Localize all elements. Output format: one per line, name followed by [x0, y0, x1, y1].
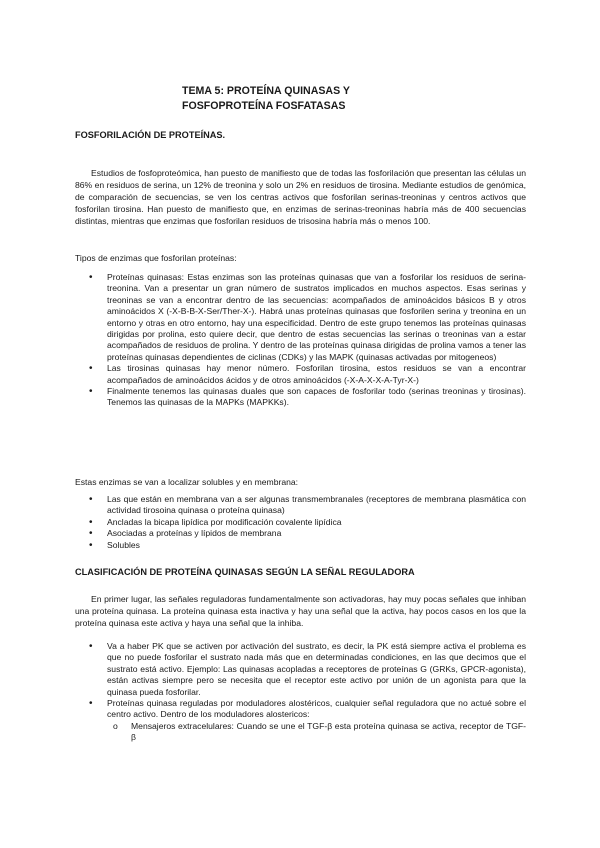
list-item: • Va a haber PK que se activen por activación del sustrato, es decir, la PK está siempre activa el problema es que no puede fosforilar el sustrato nada más que en determinadas condiciones, en las que decimos que el sustrato está activo. Ejemplo: Las quinasas acopladas a receptores de proteínas G (GRKs, GPCR-agonista), están activas siempre pero se necesita que el receptor este activo por unión de un agonista para que la quinasa pueda fosforilar. — [75, 641, 526, 698]
list-item-text: Proteínas quinasa reguladas por moduladores alostéricos, cualquier señal reguladora que no actué sobre el centro activo. Dentro de los moduladores alostericos: — [107, 698, 526, 720]
section-heading-classification: CLASIFICACIÓN DE PROTEÍNA QUINASAS SEGÚN LA SEÑAL REGULADORA — [75, 567, 415, 577]
document-title — [182, 84, 350, 114]
list-item — [75, 698, 526, 744]
list-item: • Finalmente tenemos las quinasas duales que son capaces de fosforilar todo (serinas treoninas y tirosinas). Tenemos las quinasas de la MAPKs (MAPKKs). — [75, 386, 526, 409]
sub-list — [107, 721, 526, 744]
list-item: • Las tirosinas quinasas hay menor número. Fosforilan tirosina, estos residuos se van a encontrar acompañados de aminoácidos ácidos y de otros aminoácidos (-X-A-X-X-A-Tyr-X-) — [75, 363, 526, 386]
list-item: • Asociadas a proteínas y lípidos de membrana — [75, 528, 526, 539]
section-heading-phosphorylation: FOSFORILACIÓN DE PROTEÍNAS. — [75, 130, 226, 140]
classification-intro: En primer lugar, las señales reguladoras fundamentalmente son activadoras, hay muy pocas señales que inhiban una proteína quinasa. La proteína quinasa esta inactiva y hay una señal que la activa, hay pocos casos en los que la proteína quinasa este activa y haya una señal que la inhiba. — [75, 594, 526, 628]
list-item: • Proteínas quinasas: Estas enzimas son las proteínas quinasas que van a fosforilar los residuos de serina-treonina. Van a presentar un gran número de sustratos implicados en muchos aspectos. Esas serinas y treoninas se van a encontrar dentro de las secuencias: acompañados de aminoácidos básicos B y otros aminoácidos X (-X-B-B-X-Ser/Ther-X-). Habrá unas proteínas quinasas que fosforilen serina y treonina en un entorno y otras en otro entorno, hay una especificidad. Dentro de este grupo tenemos las proteínas quinasas dirigidas por prolina, esto quiere decir, que dentro de estas secuencias las serinas o treoninas van a estar acompañados de residuos de prolina. Y dentro de las proteínas quinasa dirigidas de prolina vamos a tener las proteínas quinasas dependientes de ciclinas (CDKs) y las MAPK (quinasas activadas por mitogeneos) — [75, 272, 526, 363]
classification-list — [75, 641, 526, 744]
location-label: Estas enzimas se van a localizar solubles y en membrana: — [75, 477, 299, 487]
location-list — [75, 494, 526, 551]
list-item: • Las que están en membrana van a ser algunas transmembranales (receptores de membrana plasmática con actividad tirosoina quinasa o proteína quinasa) — [75, 494, 526, 517]
enzyme-types-label: Tipos de enzimas que fosforilan proteínas: — [75, 253, 237, 263]
list-item: • Ancladas la bicapa lipídica por modificación covalente lipídica — [75, 517, 526, 528]
intro-paragraph: Estudios de fosfoproteómica, han puesto de manifiesto que de todas las fosforilación que presentan las células un 86% en residuos de serina, un 12% de treonina y solo un 2% en residuos de tirosina. Mediante estudios de genómica, de comparación de secuencias, se ven los centras activos que fosforilan serinas-treoninas y centros activos que fosforilan tirosina. Han puesto de manifiesto que, en enzimas de serinas-treoninas habría más de 400 secuencias distintas, mientras que enzimas que fosforilan residuos de trisosina habría más o menos 100. — [75, 168, 526, 226]
sub-list-item: o Mensajeros extracelulares: Cuando se une el TGF-β esta proteína quinasa se activa, receptor de TGF- β — [107, 721, 526, 744]
title-line-1: TEMA 5: PROTEÍNA QUINASAS Y — [182, 85, 350, 97]
title-line-2: FOSFOPROTEÍNA FOSFATASAS — [182, 100, 346, 112]
enzyme-types-list — [75, 272, 526, 409]
list-item: • Solubles — [75, 540, 526, 551]
